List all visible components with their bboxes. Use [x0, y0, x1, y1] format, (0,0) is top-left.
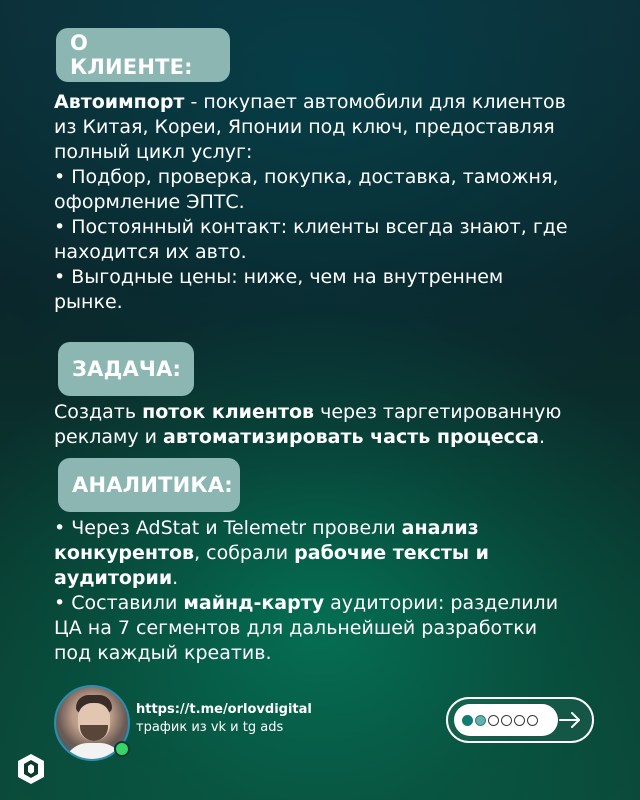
bold-text: аудитории: [54, 567, 173, 589]
text-line: [54, 641, 626, 666]
text-fragment: аудитории: разделили: [324, 592, 559, 614]
pager-dot: [475, 715, 486, 726]
text-line: [54, 215, 626, 240]
telegram-link[interactable]: https://t.me/orlovdigital: [136, 702, 312, 717]
text-fragment: рынке.: [54, 291, 123, 313]
pager-indicator: [454, 704, 558, 736]
text-fragment: из Китая, Кореи, Японии под ключ, предоставляя: [54, 116, 555, 138]
author-avatar[interactable]: [54, 685, 130, 761]
arrow-right-icon: [558, 708, 582, 732]
section-title-client: [56, 28, 230, 82]
task-description: [54, 400, 626, 450]
text-fragment: .: [172, 567, 179, 589]
text-line: [54, 90, 626, 115]
section-title-analytics-text: АНАЛИТИКА:: [72, 473, 233, 497]
text-fragment: под каждый креатив.: [54, 642, 272, 664]
author-subtitle: трафик из vk и tg ads: [136, 720, 284, 735]
text-line: [54, 516, 626, 541]
text-line: [54, 265, 626, 290]
bold-text: анализ: [401, 517, 479, 539]
pager-dot: [462, 715, 473, 726]
text-line: [54, 566, 626, 591]
text-fragment: оформление ЭПТС.: [54, 191, 245, 213]
bold-text: майнд-карту: [183, 592, 325, 614]
section-title-client-text: О КЛИЕНТЕ:: [70, 31, 193, 79]
text-fragment: • Выгодные цены: ниже, чем на внутреннем: [54, 266, 504, 288]
bold-text: поток клиентов: [142, 401, 315, 423]
text-fragment: ЦА на 7 сегментов для дальнейшей разработки: [54, 617, 538, 639]
bold-text: автоматизировать часть процесса: [163, 426, 539, 448]
text-fragment: • Через AdStat и Telemetr провели: [54, 517, 402, 539]
text-fragment: Создать: [54, 401, 143, 423]
text-fragment: , собрали: [194, 542, 295, 564]
text-line: [54, 165, 626, 190]
text-line: [54, 140, 626, 165]
online-dot-icon: [114, 741, 130, 757]
text-line: [54, 400, 626, 425]
client-description: [54, 90, 626, 315]
pager-dot: [501, 715, 512, 726]
text-line: [54, 240, 626, 265]
pager-dot: [514, 715, 525, 726]
text-line: [54, 425, 626, 450]
text-fragment: • Постоянный контакт: клиенты всегда знают, где: [54, 216, 568, 238]
pager-dot: [488, 715, 499, 726]
analytics-description: [54, 516, 626, 666]
text-line: [54, 591, 626, 616]
pager-dot: [527, 715, 538, 726]
text-fragment: находится их авто.: [54, 241, 247, 263]
text-fragment: через таргетированную: [314, 401, 562, 423]
bold-text: рабочие тексты и: [294, 542, 489, 564]
text-line: [54, 290, 626, 315]
section-title-task: [58, 342, 194, 396]
text-line: [54, 190, 626, 215]
next-slide-button[interactable]: [446, 697, 594, 743]
bold-text: Автоимпорт: [54, 91, 185, 113]
text-line: [54, 541, 626, 566]
text-fragment: • Составили: [54, 592, 184, 614]
hexagon-logo-icon: [14, 752, 48, 786]
text-fragment: • Подбор, проверка, покупка, доставка, таможня,: [54, 166, 559, 188]
text-fragment: рекламу и: [54, 426, 164, 448]
text-fragment: - покупает автомобили для клиентов: [184, 91, 566, 113]
text-fragment: .: [538, 426, 546, 448]
text-line: [54, 115, 626, 140]
section-title-task-text: ЗАДАЧА:: [72, 357, 182, 381]
avatar-beard: [80, 725, 108, 741]
bold-text: конкурентов: [54, 542, 195, 564]
section-title-analytics: [58, 458, 240, 512]
text-fragment: полный цикл услуг:: [54, 141, 253, 163]
text-line: [54, 616, 626, 641]
